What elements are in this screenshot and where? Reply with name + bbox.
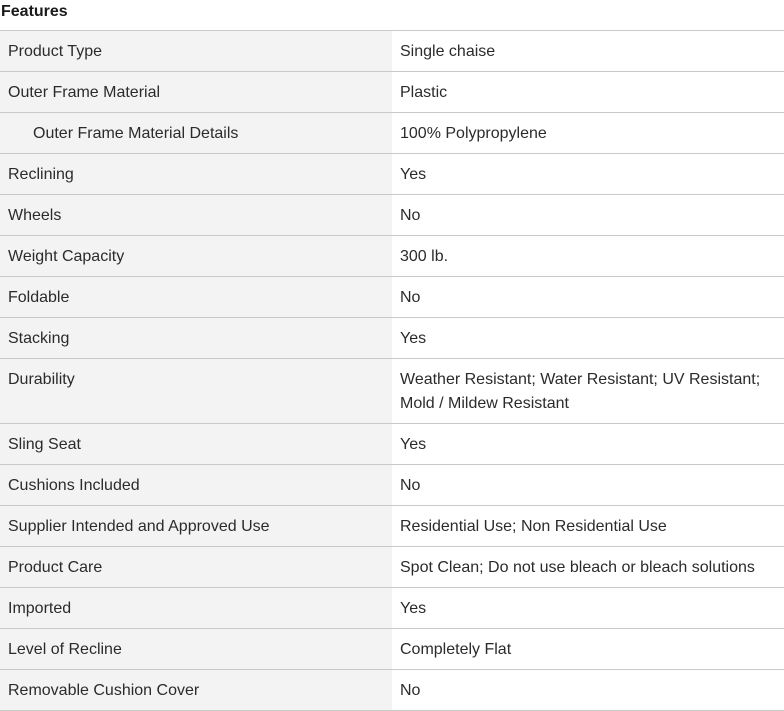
table-row bbox=[0, 195, 784, 236]
table-row bbox=[0, 629, 784, 670]
feature-value: 100% Polypropylene bbox=[392, 113, 784, 154]
feature-value: Yes bbox=[392, 318, 784, 359]
feature-label: Supplier Intended and Approved Use bbox=[0, 506, 392, 547]
feature-label: Weight Capacity bbox=[0, 236, 392, 277]
feature-value: Yes bbox=[392, 424, 784, 465]
feature-value: No bbox=[392, 277, 784, 318]
feature-label: Level of Recline bbox=[0, 629, 392, 670]
feature-value: No bbox=[392, 465, 784, 506]
features-table-body bbox=[0, 31, 784, 711]
feature-value: Yes bbox=[392, 588, 784, 629]
feature-value: Completely Flat bbox=[392, 629, 784, 670]
table-row bbox=[0, 588, 784, 629]
table-row bbox=[0, 236, 784, 277]
table-row bbox=[0, 465, 784, 506]
features-heading: Features bbox=[0, 0, 784, 31]
feature-label: Foldable bbox=[0, 277, 392, 318]
feature-label: Reclining bbox=[0, 154, 392, 195]
feature-value: Plastic bbox=[392, 72, 784, 113]
feature-value: Yes bbox=[392, 154, 784, 195]
feature-label: Product Type bbox=[0, 31, 392, 72]
feature-label: Outer Frame Material bbox=[0, 72, 392, 113]
table-row bbox=[0, 72, 784, 113]
table-row bbox=[0, 359, 784, 424]
feature-value: Weather Resistant; Water Resistant; UV Resistant; Mold / Mildew Resistant bbox=[392, 359, 784, 424]
features-table bbox=[0, 31, 784, 711]
feature-value: 300 lb. bbox=[392, 236, 784, 277]
table-row bbox=[0, 424, 784, 465]
feature-value: No bbox=[392, 670, 784, 711]
table-row bbox=[0, 154, 784, 195]
feature-label: Durability bbox=[0, 359, 392, 424]
feature-value: Spot Clean; Do not use bleach or bleach solutions bbox=[392, 547, 784, 588]
table-row bbox=[0, 547, 784, 588]
table-row bbox=[0, 277, 784, 318]
feature-label: Cushions Included bbox=[0, 465, 392, 506]
feature-value: Single chaise bbox=[392, 31, 784, 72]
table-row bbox=[0, 318, 784, 359]
table-row bbox=[0, 113, 784, 154]
table-row bbox=[0, 506, 784, 547]
feature-value: No bbox=[392, 195, 784, 236]
feature-label: Product Care bbox=[0, 547, 392, 588]
table-row bbox=[0, 31, 784, 72]
feature-label: Removable Cushion Cover bbox=[0, 670, 392, 711]
feature-label: Wheels bbox=[0, 195, 392, 236]
feature-label: Stacking bbox=[0, 318, 392, 359]
feature-label: Outer Frame Material Details bbox=[0, 113, 392, 154]
feature-label: Imported bbox=[0, 588, 392, 629]
feature-label: Sling Seat bbox=[0, 424, 392, 465]
table-row bbox=[0, 670, 784, 711]
feature-value: Residential Use; Non Residential Use bbox=[392, 506, 784, 547]
